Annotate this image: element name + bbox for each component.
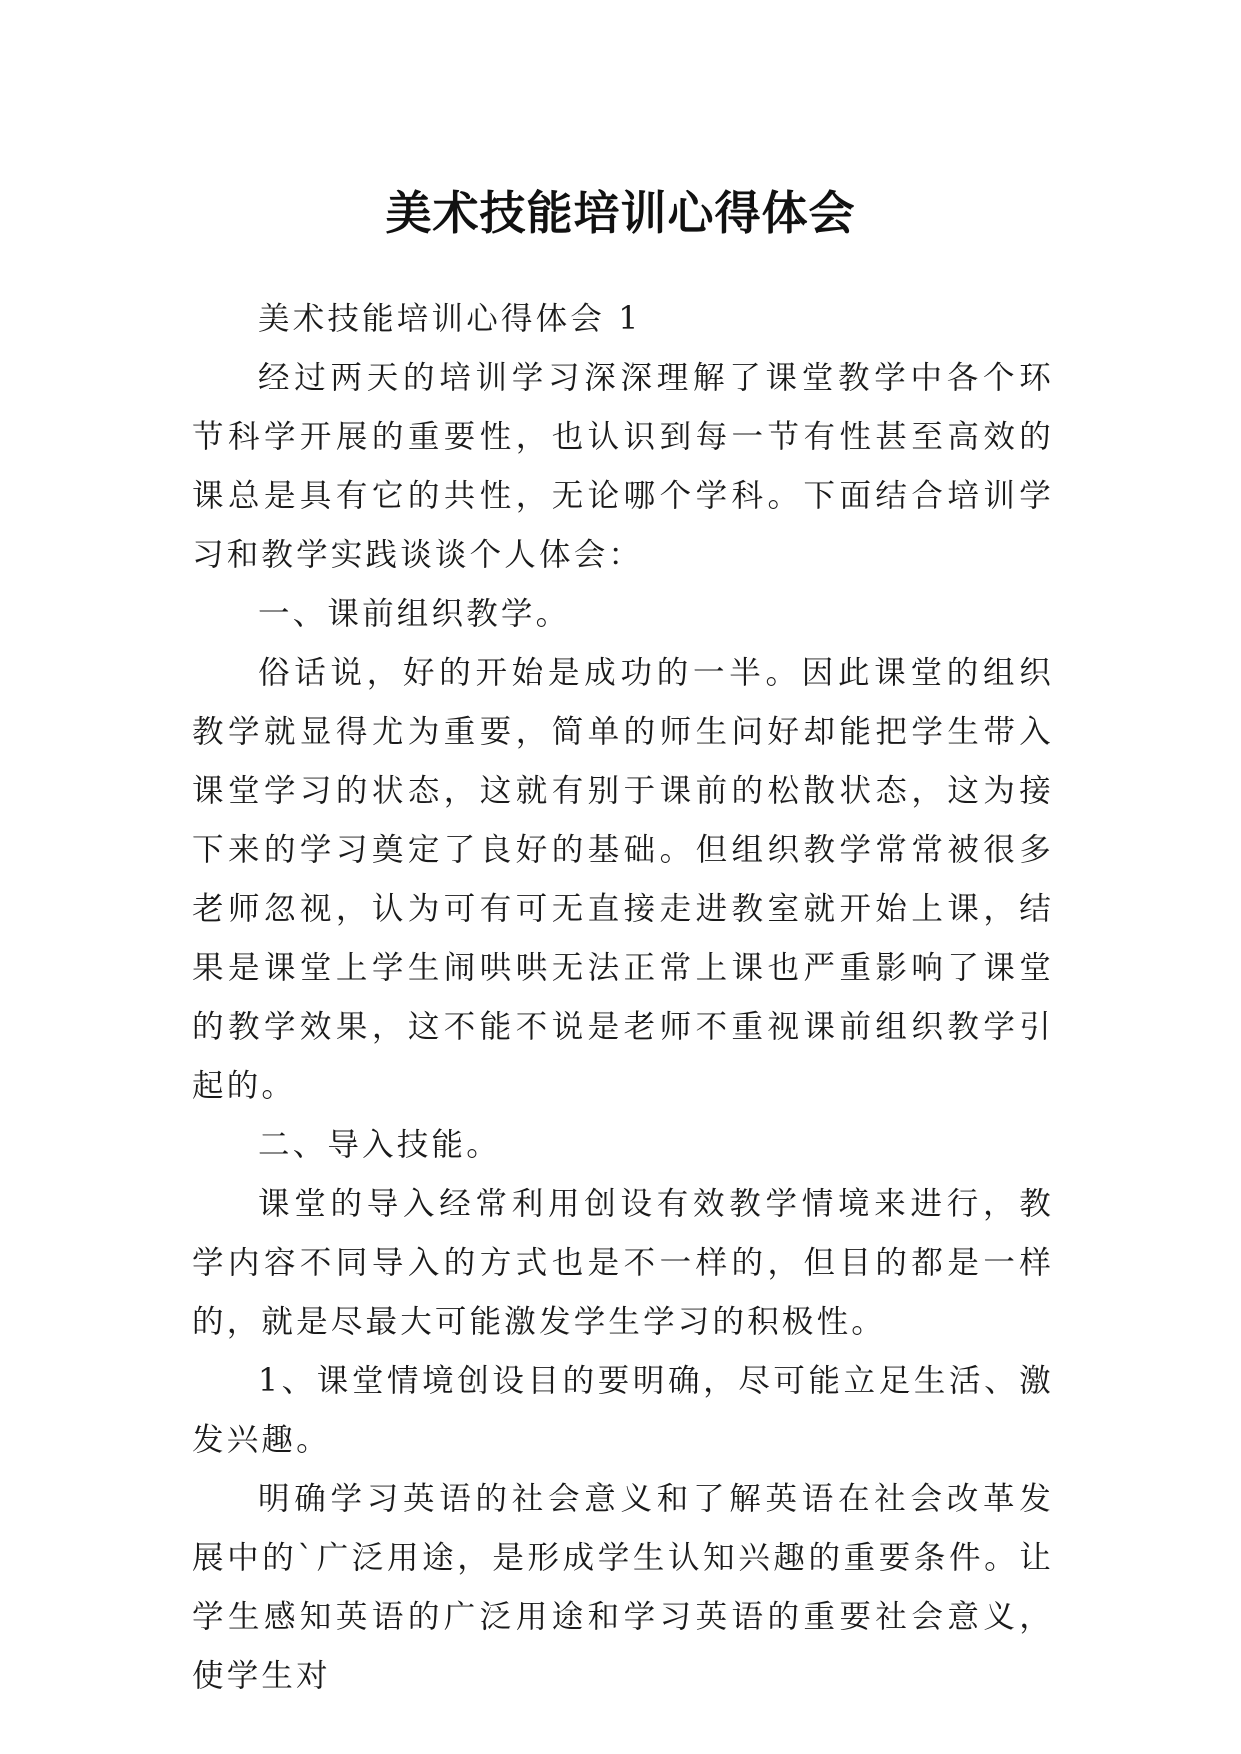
document-body	[192, 290, 1054, 1706]
section-heading: 一、课前组织教学。	[258, 596, 571, 632]
paragraph: 明确学习英语的社会意义和了解英语在社会改革发展中的`广泛用途，是形成学生认知兴趣的重要条件。让学生感知英语的广泛用途和学习英语的重要社会意义，使学生对	[192, 1481, 1054, 1694]
paragraph: 经过两天的培训学习深深理解了课堂教学中各个环节科学开展的重要性，也认识到每一节有性甚至高效的课总是具有它的共性，无论哪个学科。下面结合培训学习和教学实践谈谈个人体会：	[192, 360, 1054, 573]
paragraph: 俗话说，好的开始是成功的一半。因此课堂的组织教学就显得尤为重要，简单的师生问好却能把学生带入课堂学习的状态，这就有别于课前的松散状态，这为接下来的学习奠定了良好的基础。但组织教学常常被很多老师忽视，认为可有可无直接走进教室就开始上课，结果是课堂上学生闹哄哄无法正常上课也严重影响了课堂的教学效果，这不能不说是老师不重视课前组织教学引起的。	[192, 655, 1054, 1104]
section-heading: 美术技能培训心得体会 1	[258, 301, 642, 337]
section-heading: 二、导入技能。	[258, 1127, 501, 1163]
paragraph: 课堂的导入经常利用创设有效教学情境来进行，教学内容不同导入的方式也是不一样的，但目的都是一样的，就是尽最大可能激发学生学习的积极性。	[192, 1186, 1054, 1340]
document-title: 美术技能培训心得体会	[385, 185, 856, 240]
paragraph: 1、课堂情境创设目的要明确，尽可能立足生活、激发兴趣。	[192, 1363, 1054, 1458]
